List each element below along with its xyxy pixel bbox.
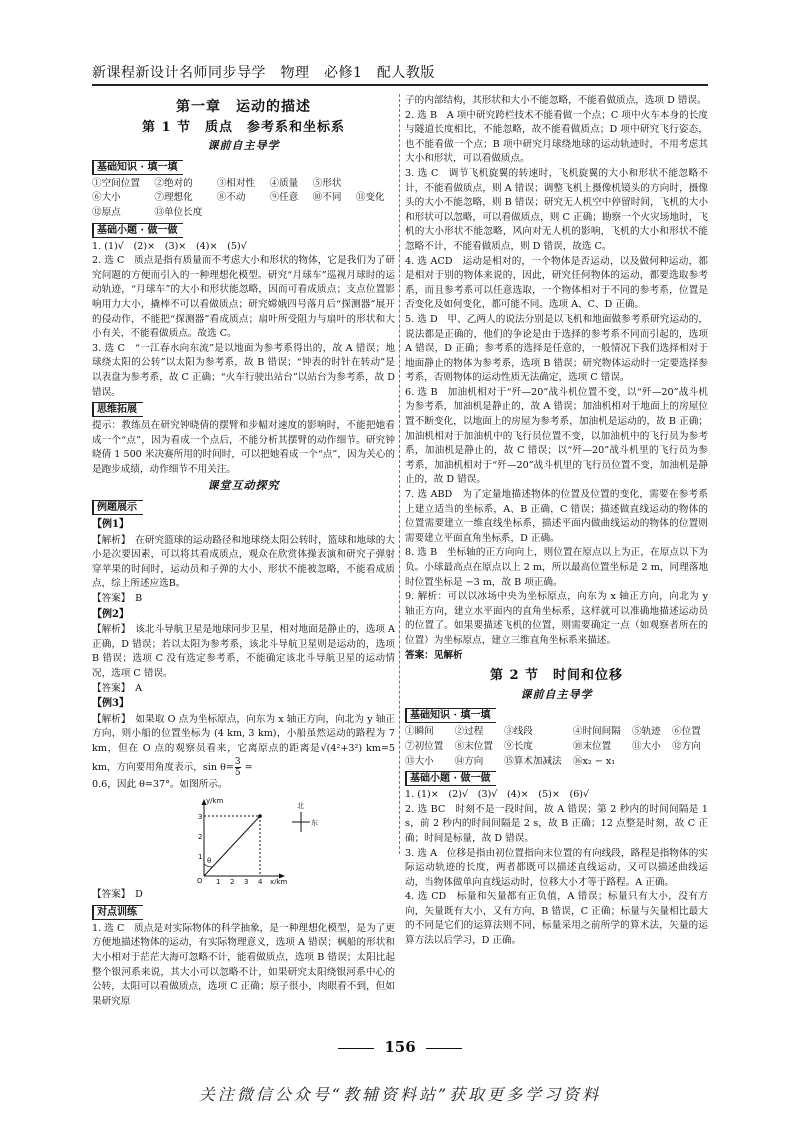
example-answer: 【答案】 D [92, 889, 143, 901]
basic-knowledge-label: 基础知识 · 填一填 [405, 708, 496, 723]
example-title: 【例3】 [92, 698, 129, 710]
column-divider [399, 94, 400, 854]
page-number: 156 [0, 1038, 800, 1056]
angle-label: θ [207, 857, 212, 866]
list-item: ⑮算术加减法 [504, 755, 562, 767]
list-item: ③相对性 [216, 177, 256, 189]
basic-knowledge-label: 基础知识 · 填一填 [92, 160, 183, 175]
example-title: 【例1】 [92, 519, 129, 531]
x-tick-label: 3 [244, 878, 249, 885]
ship-position-point [258, 814, 262, 818]
example-analysis: 【解析】 该北斗导航卫星是地球同步卫星，相对地面是静止的，选项 A 正确，D 错误；若以太阳为参考系，该北斗导航卫星则是运动的，选项 B 错误；选项 C 没有选定参考系，不能确定该北斗导航卫星的运动情况，选项 C 错误。 [92, 624, 395, 679]
list-item: ④质量 [269, 177, 299, 189]
left-column [92, 94, 395, 1009]
example-answer: 【答案】 A [92, 682, 143, 694]
practice-answer: 6. 选 B 加油机相对于“歼—20”战斗机位置不变，以“歼—20”战斗机为参考系，加油机是静止的，故 A 错误；加油机相对于地面上的房屋位置不断变化，以地面上的房屋为参考系，加油机是运动的，故 B 正确；加油机相对于加油机中的飞行员位置不变，以加油机中的飞行员为参考系，加油机是静止的，故 C 错误；以“歼—20”战斗机里的飞行员为参考系，加油机相对于“歼—20”战斗机里的飞行员位置不变，加油机是静止的，故 D 错误。 [405, 386, 708, 486]
practice-answer: 4. 选 ACD 运动是相对的，一个物体是否运动，以及做何种运动，都是相对于别的物体来说的，因此，研究任何物体的运动，都要选取参考系，而且参考系可以任意选取，一个物体相对于不同的参考系，位置是否变化及如何变化，都可能不同。选项 A、C、D 正确。 [405, 255, 708, 311]
header-title: 新课程新设计名师同步导学 物理 必修1 配人教版 [92, 65, 435, 81]
list-item: ②绝对的 [154, 177, 193, 189]
list-item: ②过程 [454, 726, 484, 738]
list-item: ⑯x₂ − x₁ [572, 755, 616, 767]
right-column [405, 94, 708, 949]
list-item: ④时间间隔 [572, 726, 621, 738]
quiz-answer: 1. (1)× (2)√ (3)√ (4)× (5)× (6)√ [405, 789, 590, 801]
list-item: ⑬单位长度 [154, 206, 203, 218]
practice-answer-final: 答案：见解析 [405, 649, 463, 661]
practice-answer: 3. 选 C 调节飞机旋翼的转速时，飞机旋翼的大小和形状不能忽略不计，不能看做质点，则 A 错误；调整飞机上摄像机镜头的方向时，摄像头的大小不能忽略，则 B 错误；研究无人机空中停留时间，飞机的大小和形状可以忽略，可以看做质点，则 C 正确；勘察一个火灾场地时，飞机的大小形状不能忽略，风向对无人机的影响，飞机的大小和形状不能忽略不计，不能看做质点，则 D 错误，故选 C。 [405, 167, 708, 252]
list-item: ⑪变化 [355, 192, 385, 204]
list-item: ⑤轨迹 [632, 726, 661, 738]
subsection-title: 课前自主导学 [520, 687, 593, 701]
practice-answer: 1. 选 C 质点是对实际物体的科学抽象，是一种理想化模型，是为了更方便地描述物体的运动，有实际物理意义，选项 A 错误；枫船的形状和大小相对于茫茫大海可忽略不计，能看做质点，选项 B 错误；太阳比起整个银河系来说，其大小可以忽略不计，如果研究太阳绕银河系中心的公转，太阳可以看做质点，选项 C 正确；原子很小，肉眼看不到，但如果研究原 [92, 922, 395, 1007]
basic-quiz-label: 基础小题 · 做一做 [405, 771, 496, 786]
north-label: 北 [297, 802, 304, 811]
basic-answer-list [92, 177, 395, 221]
practice-answer: 9. 解析：可以以冰场中央为坐标原点，向东为 x 轴正方向，向北为 y 轴正方向，建立水平面内的直角坐标系，这样就可以准确地描述运动员的位置了。如果要描述飞机的位置，则需要确定一点（如观察者所在的位置）为坐标原点，建立三维直角坐标系来描述。 [405, 591, 708, 646]
example-analysis: 0.6，因此 θ=37°。如图所示。 [92, 778, 228, 790]
basic-quiz-label: 基础小题 · 做一做 [92, 223, 183, 238]
displacement-line [204, 816, 260, 876]
sqrt-expression: √(4²+3²) [320, 742, 363, 754]
quiz-answer: 2. 选 BC 时刻不是一段时间，故 A 错误；第 2 秒内的时间间隔是 1 s，前 2 秒内的时间间隔是 2 s，故 B 正确；12 点整是时刻，故 C 正确；时间是标量，故 D 错误。 [405, 803, 708, 844]
subsection-title: 课前自主导学 [207, 139, 280, 153]
list-item: ⑫原点 [92, 206, 121, 218]
list-item: ⑫方向 [672, 740, 701, 752]
list-item: ⑤形状 [312, 177, 342, 189]
section-title: 第 1 节 质点 参考系和坐标系 [141, 119, 346, 135]
practice-answer: 8. 选 B 坐标轴的正方向向上，则位置在原点以上为正，在原点以下为负。小球最高点在原点以上 2 m，所以最高位置坐标是 2 m，同理落地时位置坐标是 −3 m，故 B 项正确。 [405, 547, 708, 588]
example-answer: 【答案】 B [92, 593, 143, 605]
list-item: ⑩不同 [312, 192, 342, 204]
examples-label: 例题展示 [92, 500, 143, 515]
practice-answer: 7. 选 ABD 为了定量地描述物体的位置及位置的变化，需要在参考系上建立适当的坐标系，A、B 正确，C 错误；描述做直线运动的物体的位置需要建立一维直线坐标系，描述平面内做曲线运动的物体的位置则需要建立平面直角坐标系，D 正确。 [405, 489, 708, 544]
list-item: ⑭方向 [454, 755, 484, 767]
section-title: 第 2 节 时间和位移 [489, 668, 624, 684]
x-tick-label: 1 [216, 878, 221, 885]
practice-answer: 子的内部结构，其形状和大小不能忽略，不能看做质点，选项 D 错误。 [405, 95, 707, 106]
think-extension-label: 思维拓展 [92, 402, 143, 417]
list-item: ⑥位置 [672, 726, 701, 738]
coordinate-diagram-svg [92, 796, 395, 884]
list-item: ⑧不动 [216, 192, 246, 204]
example-analysis: 【解析】 在研究篮球的运动路径和地球绕太阳公转时，篮球和地球的大小是次要因素，可以将其看成质点，观众在欣赏体操表演和研究子弹射穿苹果的时间时，运动员和子弹的大小、形状不能被忽略，不能看成质点，综上所述应选B。 [92, 534, 395, 590]
example-title: 【例2】 [92, 608, 129, 620]
quiz-answer: 2. 选 C 质点是指有质量而不考虑大小和形状的物体，它是我们为了研究问题的方便而引入的一种理想化模型。研究“月球车”巡视月球时的运动轨迹，“月球车”的大小和形状能忽略，因而可看成质点；支点位置影响用力大小，撬棒不可以看做质点；研究嫦娥四号落月后“探测器”展开的侵动作，不能把“探测器”看成质点；扇叶所受阻力与扇叶的形状和大小有关，不能看做质点。故选 C。 [92, 255, 395, 340]
x-axis-label: x/km [270, 878, 288, 885]
y-tick-label: 2 [198, 833, 203, 842]
practice-answer: 5. 选 D 甲、乙两人的说法分别是以飞机和地面做参考系研究运动的，说法都是正确的，他们的争论是由于选择的参考系不同而引起的，选项 A 错误，D 正确；参考系的选择是任意的，一般情况下我们选择相对于地面静止的物体为参考系，选项 B 错误；研究物体运动时一定要选择参考系，否则物体的运动性质无法确定，选项 C 错误。 [405, 313, 708, 384]
list-item: ⑨长度 [504, 740, 533, 752]
coordinate-diagram [92, 796, 395, 884]
list-item: ⑦初位置 [405, 740, 444, 752]
quiz-answer: 4. 选 CD 标量和矢量都有正负值，A 错误；标量只有大小，没有方向，矢量既有大小，又有方向，B 错误，C 正确；标量与矢量相比最大的不同是它们的运算法则不同，标量采用之前所学的算术法，矢量的运算方法以后学习，D 正确。 [405, 891, 708, 947]
list-item: ⑨任意 [269, 192, 299, 204]
quiz-answer: 3. 选 C “一江春水向东流”是以地面为参考系得出的，故 A 错误；地球绕太阳的公转”以太阳为参考系，故 B 错误；“钟表的时针在转动”是以表盘为参考系，故 C 正确；“火车行驶出站台”以站台为参考系，故 D 错误。 [92, 342, 395, 398]
page-number-dash [426, 1048, 462, 1049]
page-number-dash [338, 1048, 374, 1049]
example-analysis: 【解析】 如果取 O 点为坐标原点，向东为 x 轴正方向，向北为 y 轴正方向，则小船的位置坐标为 (4 km, 3 km)，小船虽然运动的路程为 7 km，但在 O 点的观察员看来，它离原点的距离是√(4²+3²) km=5 km，方向要用角度表示，sin θ= $\frac{3}{5}$ = [92, 713, 396, 778]
chapter-title: 第一章 运动的描述 [176, 99, 311, 115]
think-extension-text: 提示：教练员在研究钟晓倩的摆臂和步幅对速度的影响时，不能把她看成一个“点”，因为看成一个点后，不能分析其摆臂的动作细节。研究钟晓倩 1 500 米决赛所用的时间时，可以把她看成一个“点”，因为关心的是跑步成绩，动作细节不用关注。 [92, 420, 395, 475]
list-item: ⑥大小 [92, 192, 121, 204]
y-tick-label: 3 [198, 813, 203, 822]
list-item: ③线段 [504, 726, 533, 738]
list-item: ⑦理想化 [154, 192, 193, 204]
quiz-answer: 3. 选 A 位移是指由初位置指向末位置的有向线段，路程是指物体的实际运动轨迹的长度，两者都既可以描述直线运动，又可以描述曲线运动，当物体做单向直线运动时，位移大小才等于路程。A 正确。 [405, 847, 708, 888]
practice-answer: 2. 选 B A 项中研究跨栏技术不能看做一个点；C 项中火车本身的长度与隧道长度相比，不能忽略，故不能看做质点；D 项中研究飞行姿态，也不能看做一个点；B 项中研究月球绕地球的运动轨迹时，不用考虑其大小和形状，可以看做质点。 [405, 109, 708, 165]
footer-note: 关注微信公众号“教辅资料站”获取更多学习资料 [198, 1085, 602, 1104]
basic-answer-list [405, 725, 708, 769]
x-tick-label: 2 [230, 878, 235, 885]
quiz-answer: 1. (1)√ (2)× (3)× (4)× (5)√ [92, 240, 247, 252]
list-item: ⑪大小 [632, 740, 661, 752]
list-item: ⑧末位置 [454, 740, 493, 752]
practice-label: 对点训练 [92, 905, 143, 920]
subsection-title: 课堂互动探究 [207, 479, 280, 493]
east-label: 东 [311, 819, 318, 828]
y-axis-label: y/km [206, 797, 224, 806]
list-item: ⑬大小 [405, 755, 434, 767]
list-item: ①瞬间 [405, 726, 434, 738]
list-item: ①空间位置 [92, 177, 140, 189]
origin-label: O [197, 877, 203, 885]
list-item: ⑩末位置 [572, 740, 612, 752]
x-tick-label: 4 [258, 878, 263, 885]
y-tick-label: 1 [198, 853, 203, 862]
running-header [92, 62, 708, 86]
fraction: $\frac{3}{5}$ [234, 756, 241, 778]
